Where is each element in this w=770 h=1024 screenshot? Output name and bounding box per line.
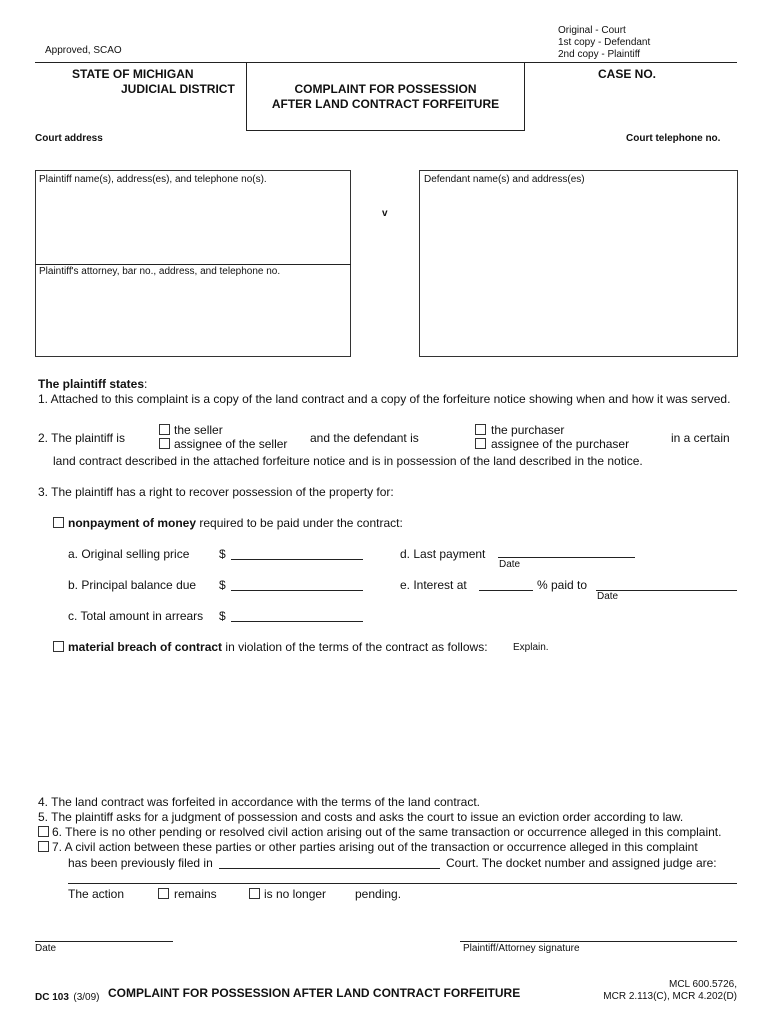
nonpayment-label: nonpayment of money [68,516,197,530]
distribution-second-copy: 2nd copy - Plaintiff [558,49,641,60]
seller-label: the seller [174,423,223,437]
item-2-continued: land contract described in the attached forfeiture notice and is in possession of the land described in the notice. [53,454,643,468]
distribution-original: Original - Court [558,25,626,36]
dollar-b: $ [219,578,226,592]
material-breach-rest: in violation of the terms of the contract as follows: [222,640,488,654]
in-a-certain: in a certain [671,431,730,445]
states-colon: : [144,377,148,391]
state-of-michigan: STATE OF MICHIGAN [72,67,194,81]
last-payment-label: d. Last payment [400,547,486,561]
last-payment-date-caption: Date [499,559,521,570]
purchaser-checkbox[interactable] [475,424,486,435]
nonpayment-checkbox[interactable] [53,517,64,528]
no-longer-checkbox[interactable] [249,888,260,899]
header-title-rule [246,130,525,131]
explain-caption: Explain. [513,642,549,653]
assignee-purchaser-checkbox[interactable] [475,438,486,449]
form-number: DC 103 [35,992,69,1003]
distribution-first-copy: 1st copy - Defendant [558,37,651,48]
docket-judge-field[interactable] [68,883,737,884]
defendant-box[interactable] [419,170,738,357]
item-7-checkbox[interactable] [38,841,49,852]
nonpayment-rest: required to be paid under the contract: [196,516,403,530]
states-heading-wrap [38,377,147,391]
footer-form-id [35,987,99,1005]
judicial-district: JUDICIAL DISTRICT [121,82,235,96]
last-payment-field[interactable] [498,557,635,558]
assignee-seller-checkbox[interactable] [159,438,170,449]
total-arrears-label: c. Total amount in arrears [68,609,204,623]
footer-mcl: MCL 600.5726, [668,979,737,990]
original-selling-price-field[interactable] [231,559,363,560]
interest-date-caption: Date [597,591,619,602]
percent-paid-to: % paid to [537,578,588,592]
material-breach-wrap [68,640,488,654]
court-address-label: Court address [35,133,103,144]
original-selling-price-label: a. Original selling price [68,547,190,561]
dollar-a: $ [219,547,226,561]
header-divider-left [246,62,247,130]
case-no-label: CASE NO. [598,67,657,81]
breach-explanation-area[interactable] [68,660,737,785]
item-1: 1. Attached to this complaint is a copy of the land contract and a copy of the forfeiture notice showing when and how it was served. [38,392,731,406]
defendant-label: Defendant name(s) and address(es) [424,174,585,185]
interest-rate-field[interactable] [479,590,533,591]
item-7-line1: 7. A civil action between these parties or other parties arising out of the transaction or occurrence alleged in this complaint [52,840,698,854]
item-7-line2-tail: Court. The docket number and assigned judge are: [446,856,717,870]
no-longer-label: is no longer [264,887,327,901]
item-5: 5. The plaintiff asks for a judgment of possession and costs and asks the court to issue an eviction order according to law. [38,810,684,824]
item-2-lead: 2. The plaintiff is [38,431,125,445]
item-7-line2-lead: has been previously filed in [68,856,213,870]
form-revision: (3/09) [73,992,100,1003]
item-6: 6. There is no other pending or resolved civil action arising out of the same transaction or occurrence alleged in this complaint. [52,825,722,839]
plaintiff-attorney-divider [35,264,351,265]
date-signature-line[interactable] [35,941,173,942]
date-signature-label: Date [35,943,57,954]
versus: v [382,208,388,219]
nonpayment-wrap [68,516,403,530]
footer-mcr: MCR 2.113(C), MCR 4.202(D) [603,991,737,1002]
footer-title: COMPLAINT FOR POSSESSION AFTER LAND CONTRACT FORFEITURE [108,986,521,1000]
approved-scao: Approved, SCAO [45,45,122,56]
attorney-label: Plaintiff's attorney, bar no., address, and telephone no. [39,266,281,277]
states-heading: The plaintiff states [38,377,145,391]
material-breach-label: material breach of contract [68,640,223,654]
principal-balance-field[interactable] [231,590,363,591]
signature-line[interactable] [460,941,737,942]
assignee-seller-label: assignee of the seller [174,437,288,451]
and-defendant: and the defendant is [310,431,419,445]
plaintiff-label: Plaintiff name(s), address(es), and telephone no(s). [39,174,267,185]
header-divider-right [524,62,525,130]
assignee-purchaser-label: assignee of the purchaser [491,437,630,451]
interest-label: e. Interest at [400,578,467,592]
remains-label: remains [174,887,217,901]
item-4: 4. The land contract was forfeited in accordance with the terms of the land contract. [38,795,481,809]
purchaser-label: the purchaser [491,423,565,437]
the-action-label: The action [68,887,125,901]
form-title-line1: COMPLAINT FOR POSSESSION [294,82,477,96]
pending-label: pending. [355,887,402,901]
item-6-checkbox[interactable] [38,826,49,837]
header-top-rule [35,62,737,63]
remains-checkbox[interactable] [158,888,169,899]
material-breach-checkbox[interactable] [53,641,64,652]
item-3: 3. The plaintiff has a right to recover possession of the property for: [38,485,394,499]
seller-checkbox[interactable] [159,424,170,435]
dollar-c: $ [219,609,226,623]
signature-label: Plaintiff/Attorney signature [463,943,580,954]
principal-balance-label: b. Principal balance due [68,578,197,592]
form-title-line2: AFTER LAND CONTRACT FORFEITURE [271,97,500,111]
court-telephone-label: Court telephone no. [626,133,721,144]
total-arrears-field[interactable] [231,621,363,622]
previous-court-field[interactable] [219,868,440,869]
